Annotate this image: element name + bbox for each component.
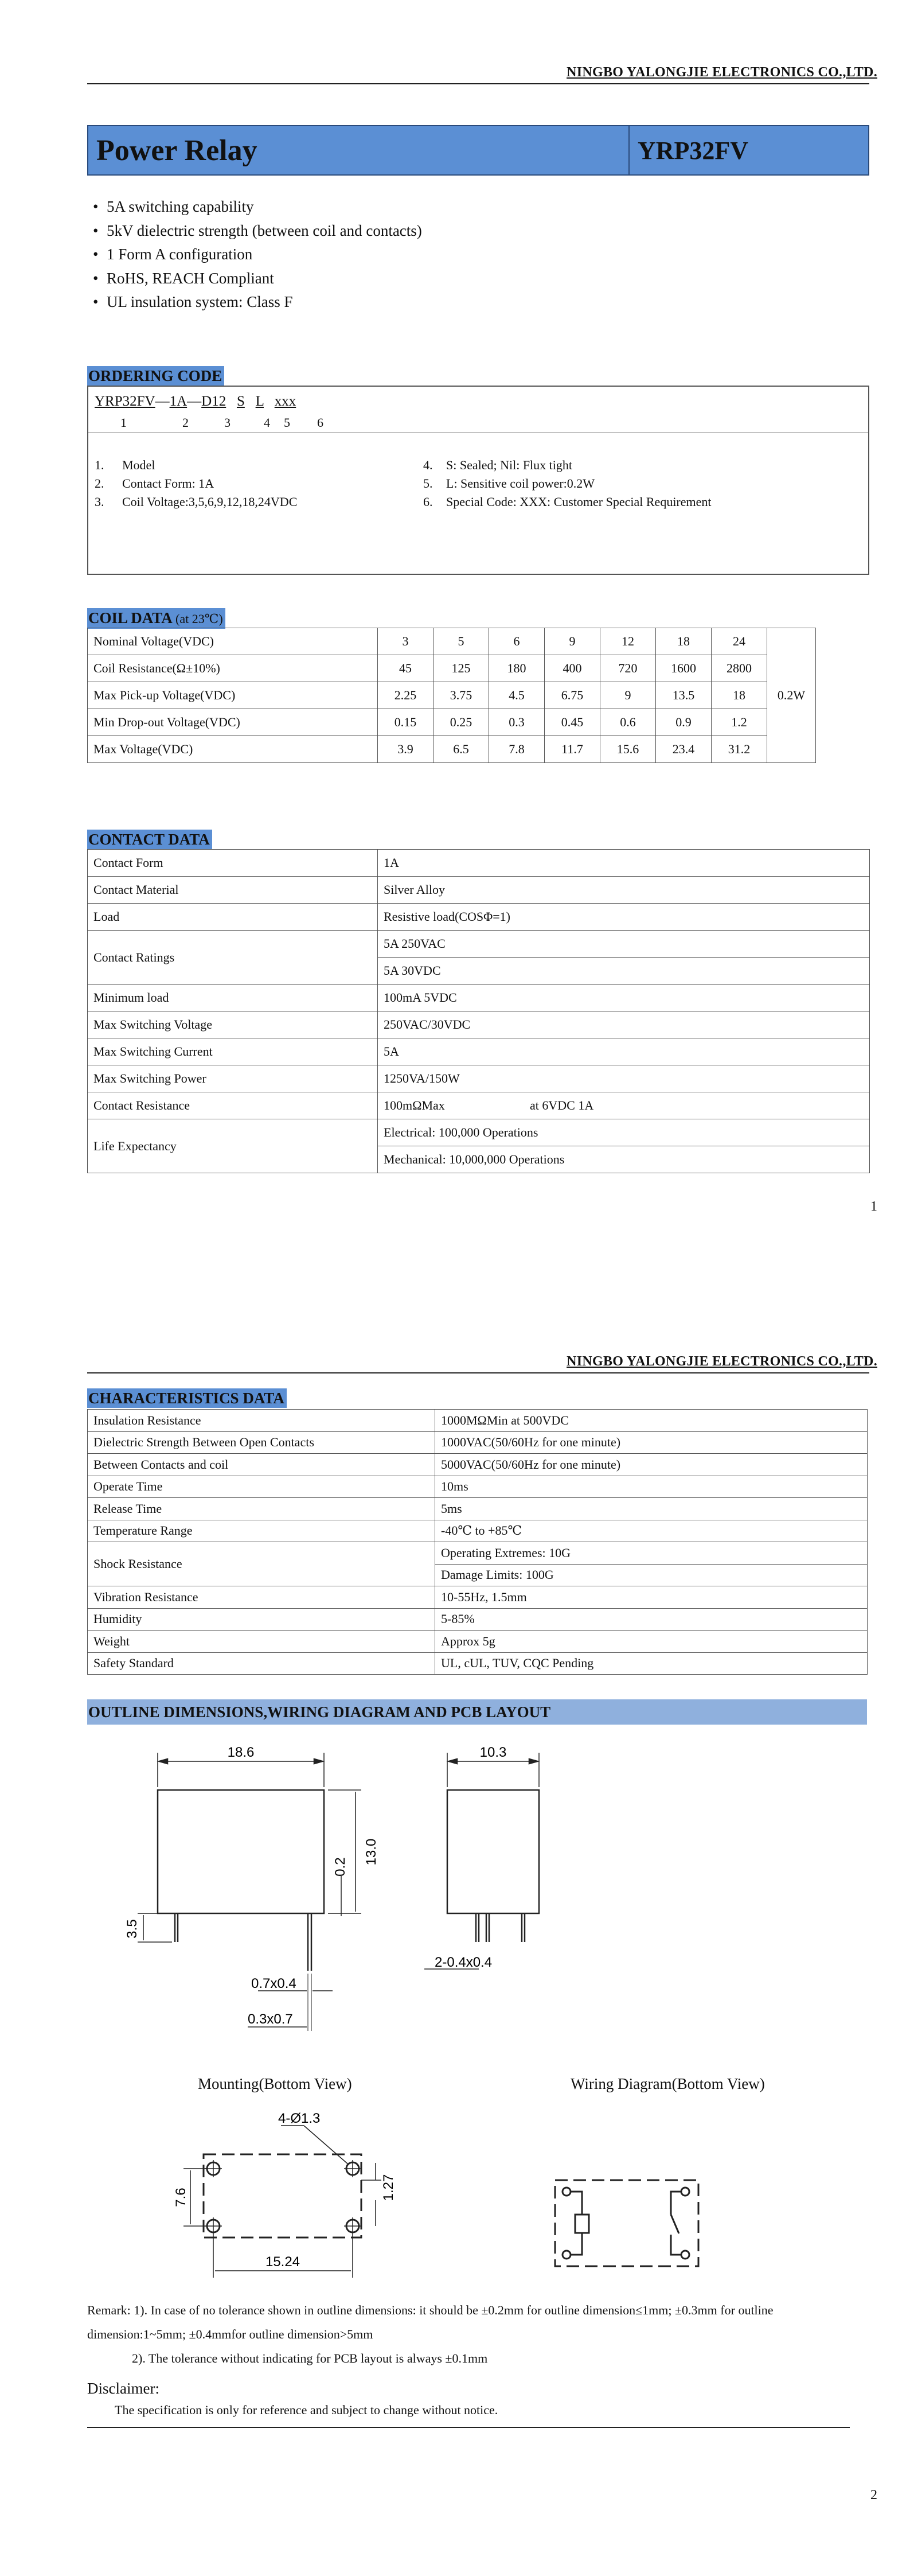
char-row [88, 1476, 868, 1498]
model-title: YRP32FV [638, 136, 749, 165]
code-number: 4 [264, 415, 270, 430]
relay-end-outline [447, 1790, 539, 1913]
char-label: Weight [88, 1631, 435, 1653]
coil-cell: 18 [656, 628, 712, 655]
mounting-outline [204, 2154, 361, 2238]
contact-value: 5A 250VAC [378, 931, 870, 958]
contact-data-title: CONTACT DATA [87, 830, 212, 849]
char-value: -40℃ to +85℃ [435, 1520, 868, 1542]
ordering-item [95, 493, 297, 511]
ordering-item-text: Coil Voltage:3,5,6,9,12,18,24VDC [122, 495, 298, 509]
contact-row [88, 985, 870, 1011]
wiring-pin [563, 2188, 571, 2196]
product-title: Power Relay [88, 126, 630, 174]
coil-data-table [87, 628, 816, 763]
coil-cell: 0.45 [545, 709, 600, 736]
coil-cell: 0.15 [378, 709, 433, 736]
contact-row [88, 1065, 870, 1092]
dim-height: 13.0 [364, 1838, 379, 1866]
contact-value: 250VAC/30VDC [378, 1011, 870, 1038]
ordering-item-num: 1. [95, 458, 104, 472]
contact-row [88, 850, 870, 877]
coil-cell: 7.8 [489, 736, 545, 763]
ordering-code-string [95, 394, 296, 410]
title-banner [87, 125, 869, 176]
coil-cell: 15.6 [600, 736, 656, 763]
footer-rule [87, 2427, 850, 2428]
coil-row-label: Max Pick-up Voltage(VDC) [88, 682, 378, 709]
coil-cell: 31.2 [712, 736, 767, 763]
coil-data-title [87, 608, 225, 629]
contact-value: 100mA 5VDC [378, 985, 870, 1011]
coil-cell: 0.6 [600, 709, 656, 736]
coil-cell: 9 [600, 682, 656, 709]
ordering-item-num: 6. [423, 495, 433, 509]
contact-label: Load [88, 904, 378, 931]
char-row [88, 1431, 868, 1454]
char-label: Safety Standard [88, 1652, 435, 1675]
coil-row [88, 709, 816, 736]
dim-pin2: 0.3x0.7 [248, 2011, 293, 2027]
contact-value: Resistive load(COSΦ=1) [378, 904, 870, 931]
char-value: 5000VAC(50/60Hz for one minute) [435, 1454, 868, 1476]
coil-cell: 12 [600, 628, 656, 655]
dim-pitch-v: 7.6 [173, 2188, 189, 2207]
contact-row [88, 931, 870, 958]
contact-label: Max Switching Voltage [88, 1011, 378, 1038]
coil-cell: 6.5 [433, 736, 489, 763]
wiring-pin [563, 2251, 571, 2259]
coil-cell: 45 [378, 655, 433, 682]
contact-value: Silver Alloy [378, 877, 870, 904]
remark-line-3: 2). The tolerance without indicating for PCB layout is always ±0.1mm [132, 2351, 488, 2365]
coil-row [88, 682, 816, 709]
contact-label: Contact Material [88, 877, 378, 904]
ordering-item [423, 456, 712, 474]
char-row [88, 1652, 868, 1675]
coil-cell: 18 [712, 682, 767, 709]
contact-label: Life Expectancy [88, 1119, 378, 1173]
code-number: 5 [284, 415, 290, 430]
feature-list [87, 195, 422, 314]
contact-value: 5A 30VDC [378, 958, 870, 985]
coil-cell: 9 [545, 628, 600, 655]
ordering-item-num: 4. [423, 458, 433, 472]
char-row [88, 1410, 868, 1432]
contact-row [88, 1011, 870, 1038]
side-view-drawing [115, 1744, 436, 2031]
ordering-item-text: Contact Form: 1A [122, 476, 214, 491]
coil-row [88, 655, 816, 682]
feature-item: • 5A switching capability [87, 195, 422, 219]
coil-cell: 6.75 [545, 682, 600, 709]
char-row [88, 1542, 868, 1565]
char-row [88, 1498, 868, 1520]
coil-title-text: COIL DATA [88, 609, 172, 627]
char-label: Operate Time [88, 1476, 435, 1498]
header-rule [87, 83, 869, 84]
contact-row [88, 904, 870, 931]
ordering-code-title: ORDERING CODE [87, 366, 224, 386]
dim-pin-length: 3.5 [124, 1919, 140, 1939]
coil-cell: 400 [545, 655, 600, 682]
char-value: 10-55Hz, 1.5mm [435, 1586, 868, 1609]
mounting-caption: Mounting(Bottom View) [198, 2075, 352, 2092]
remark-line-1: Remark: 1). In case of no tolerance shown in outline dimensions: it should be ±0.2mm for outline dimension≤1mm; ±0.3mm for outline [87, 2303, 774, 2317]
contact-resist-cond: at 6VDC 1A [530, 1098, 594, 1112]
characteristics-title: CHARACTERISTICS DATA [87, 1388, 287, 1408]
wiring-caption: Wiring Diagram(Bottom View) [571, 2075, 765, 2092]
dim-pitch-h: 15.24 [265, 2254, 300, 2270]
coil-cell: 0.25 [433, 709, 489, 736]
char-row [88, 1520, 868, 1542]
ordering-item [95, 474, 297, 493]
ordering-item-text: L: Sensitive coil power:0.2W [446, 476, 595, 491]
char-value: Operating Extremes: 10G [435, 1542, 868, 1565]
contact-symbol [671, 2215, 679, 2233]
dim-pin3: 2-0.4x0.4 [435, 1955, 493, 1970]
wiring-pin [681, 2188, 689, 2196]
dim-gap: 0.2 [333, 1857, 348, 1877]
code-contact: 1A [169, 394, 188, 409]
contact-value: 5A [378, 1038, 870, 1065]
page-number: 2 [870, 2488, 877, 2503]
contact-label: Contact Resistance [88, 1092, 378, 1119]
coil-power-cell: 0.2W [767, 628, 816, 763]
disclaimer-text: The specification is only for reference and subject to change without notice. [115, 2403, 498, 2417]
char-label: Between Contacts and coil [88, 1454, 435, 1476]
contact-value: Mechanical: 10,000,000 Operations [378, 1146, 870, 1173]
ordering-item [95, 456, 297, 474]
char-value: UL, cUL, TUV, CQC Pending [435, 1652, 868, 1675]
contact-value: 1A [378, 850, 870, 877]
char-value: 5-85% [435, 1608, 868, 1631]
ordering-item-text: Model [122, 458, 155, 472]
outline-title: OUTLINE DIMENSIONS,WIRING DIAGRAM AND PCB LAYOUT [87, 1699, 867, 1725]
coil-cell: 2.25 [378, 682, 433, 709]
char-row [88, 1631, 868, 1653]
coil-row-label: Max Voltage(VDC) [88, 736, 378, 763]
ordering-item-num: 5. [423, 476, 433, 491]
coil-cell: 3.75 [433, 682, 489, 709]
dim-holes: 4-Ø1.3 [278, 2111, 321, 2126]
coil-cell: 2800 [712, 655, 767, 682]
mounting-drawing [149, 2106, 413, 2289]
contact-row [88, 877, 870, 904]
contact-value: Electrical: 100,000 Operations [378, 1119, 870, 1146]
company-header: NINGBO YALONGJIE ELECTRONICS CO.,LTD. [567, 65, 877, 80]
coil-row-label: Coil Resistance(Ω±10%) [88, 655, 378, 682]
feature-item: • 5kV dielectric strength (between coil and contacts) [87, 219, 422, 243]
code-number: 6 [317, 415, 323, 430]
wiring-outline [555, 2180, 698, 2266]
feature-item: • 1 Form A configuration [87, 243, 422, 267]
code-model: YRP32FV [95, 394, 155, 409]
contact-data-table [87, 849, 870, 1173]
contact-row [88, 1119, 870, 1146]
char-row [88, 1454, 868, 1476]
code-dash: — [155, 394, 170, 409]
dim-depth: 10.3 [479, 1745, 507, 1760]
coil-cell: 1600 [656, 655, 712, 682]
contact-value: 1250VA/150W [378, 1065, 870, 1092]
wiring-diagram [550, 2160, 722, 2286]
char-label: Humidity [88, 1608, 435, 1631]
char-label: Dielectric Strength Between Open Contacts [88, 1431, 435, 1454]
coil-cell: 0.3 [489, 709, 545, 736]
code-seal: S [236, 394, 245, 409]
contact-value [378, 1092, 870, 1119]
feature-item: • RoHS, REACH Compliant [87, 267, 422, 291]
coil-row [88, 736, 816, 763]
ordering-item-num: 2. [95, 476, 104, 491]
dim-pitch-s: 1.27 [381, 2174, 396, 2201]
code-number: 3 [224, 415, 231, 430]
coil-row-label: Nominal Voltage(VDC) [88, 628, 378, 655]
header-rule [87, 1372, 869, 1373]
coil-cell: 23.4 [656, 736, 712, 763]
contact-label: Max Switching Current [88, 1038, 378, 1065]
coil-cell: 3 [378, 628, 433, 655]
coil-cell: 125 [433, 655, 489, 682]
end-view-drawing [424, 1744, 573, 1997]
ordering-item-text: S: Sealed; Nil: Flux tight [446, 458, 573, 472]
char-value: 1000VAC(50/60Hz for one minute) [435, 1431, 868, 1454]
code-special: xxx [274, 394, 296, 409]
coil-cell: 1.2 [712, 709, 767, 736]
char-value: 10ms [435, 1476, 868, 1498]
contact-label: Max Switching Power [88, 1065, 378, 1092]
char-value: Approx 5g [435, 1631, 868, 1653]
coil-symbol [575, 2215, 589, 2233]
dim-pin1: 0.7x0.4 [251, 1976, 296, 1991]
page-number: 1 [870, 1199, 877, 1214]
char-label: Insulation Resistance [88, 1410, 435, 1432]
feature-item: • UL insulation system: Class F [87, 290, 422, 314]
char-row [88, 1586, 868, 1609]
ordering-item [423, 474, 712, 493]
coil-title-note: (at 23℃) [175, 612, 223, 626]
coil-cell: 6 [489, 628, 545, 655]
coil-cell: 720 [600, 655, 656, 682]
contact-label: Contact Form [88, 850, 378, 877]
company-header: NINGBO YALONGJIE ELECTRONICS CO.,LTD. [567, 1354, 877, 1369]
contact-resist-value: 100mΩMax [384, 1098, 445, 1112]
dim-width: 18.6 [227, 1745, 255, 1760]
relay-body-outline [158, 1790, 324, 1913]
coil-cell: 24 [712, 628, 767, 655]
contact-label: Minimum load [88, 985, 378, 1011]
code-number: 2 [182, 415, 189, 430]
char-label: Vibration Resistance [88, 1586, 435, 1609]
coil-row-label: Min Drop-out Voltage(VDC) [88, 709, 378, 736]
coil-cell: 0.9 [656, 709, 712, 736]
contact-label: Contact Ratings [88, 931, 378, 985]
char-label: Temperature Range [88, 1520, 435, 1542]
coil-cell: 5 [433, 628, 489, 655]
ordering-item [423, 493, 712, 511]
code-voltage: D12 [201, 394, 226, 409]
coil-cell: 4.5 [489, 682, 545, 709]
characteristics-table [87, 1409, 868, 1675]
char-label: Release Time [88, 1498, 435, 1520]
contact-row [88, 1038, 870, 1065]
coil-cell: 3.9 [378, 736, 433, 763]
code-sensitive: L [255, 394, 264, 409]
coil-cell: 11.7 [545, 736, 600, 763]
ordering-item-text: Special Code: XXX: Customer Special Requirement [446, 495, 712, 509]
char-value: 5ms [435, 1498, 868, 1520]
coil-cell: 13.5 [656, 682, 712, 709]
ordering-item-num: 3. [95, 495, 104, 509]
ordering-right-list [423, 456, 712, 511]
code-number: 1 [120, 415, 127, 430]
ordering-left-list [95, 456, 297, 511]
char-row [88, 1608, 868, 1631]
char-value: 1000MΩMin at 500VDC [435, 1410, 868, 1432]
contact-row [88, 1092, 870, 1119]
remark-line-2: dimension:1~5mm; ±0.4mmfor outline dimension>5mm [87, 2327, 373, 2341]
char-value: Damage Limits: 100G [435, 1564, 868, 1586]
wiring-pin [681, 2251, 689, 2259]
char-label: Shock Resistance [88, 1542, 435, 1586]
disclaimer-title: Disclaimer: [87, 2380, 159, 2397]
coil-row [88, 628, 816, 655]
code-dash: — [187, 394, 202, 409]
coil-cell: 180 [489, 655, 545, 682]
